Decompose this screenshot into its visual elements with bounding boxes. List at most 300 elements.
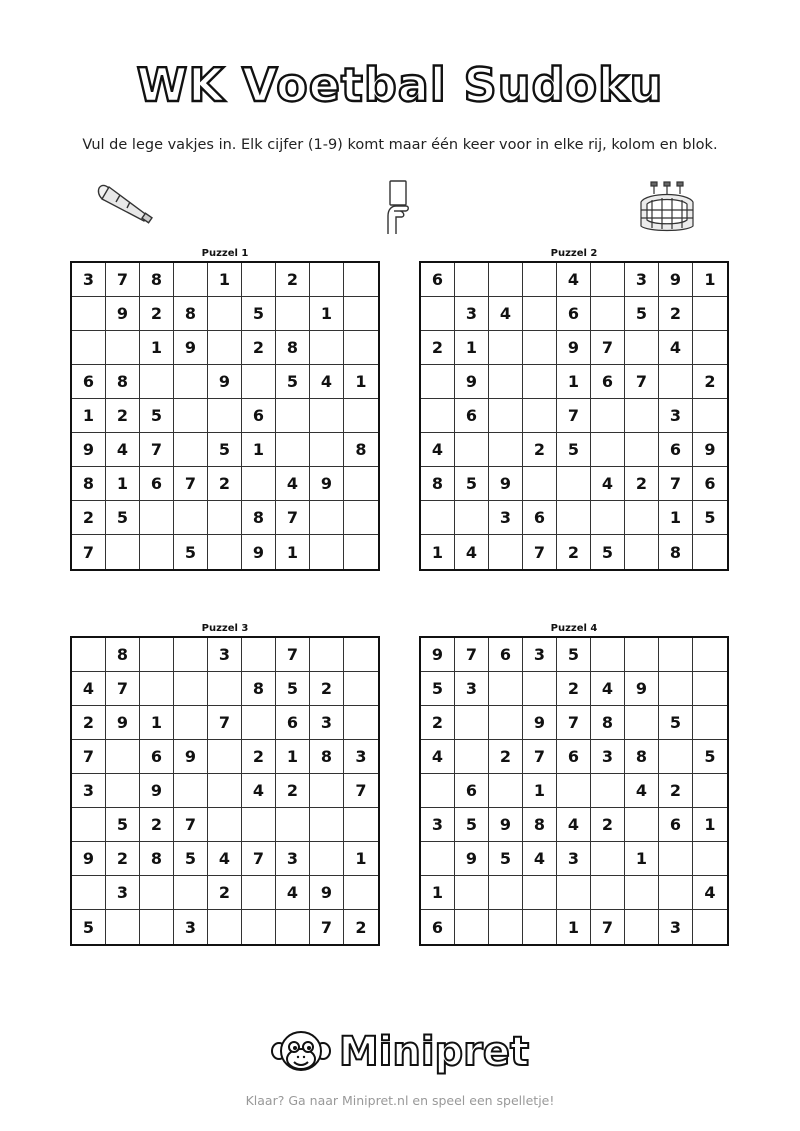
sudoku-cell[interactable]: 8: [242, 672, 276, 706]
sudoku-cell[interactable]: [208, 808, 242, 842]
sudoku-cell[interactable]: [140, 638, 174, 672]
sudoku-cell[interactable]: 7: [591, 331, 625, 365]
sudoku-cell[interactable]: [693, 910, 727, 944]
sudoku-cell[interactable]: [557, 774, 591, 808]
sudoku-cell[interactable]: 2: [659, 297, 693, 331]
sudoku-cell[interactable]: [455, 876, 489, 910]
sudoku-cell[interactable]: 2: [242, 331, 276, 365]
sudoku-cell[interactable]: 6: [489, 638, 523, 672]
sudoku-cell[interactable]: 8: [174, 297, 208, 331]
sudoku-cell[interactable]: [174, 365, 208, 399]
sudoku-cell[interactable]: [276, 297, 310, 331]
sudoku-cell[interactable]: [310, 399, 344, 433]
sudoku-cell[interactable]: 1: [421, 876, 455, 910]
sudoku-cell[interactable]: 9: [72, 842, 106, 876]
sudoku-cell[interactable]: [344, 808, 378, 842]
sudoku-cell[interactable]: 8: [625, 740, 659, 774]
sudoku-cell[interactable]: [174, 433, 208, 467]
sudoku-cell[interactable]: 4: [557, 808, 591, 842]
sudoku-cell[interactable]: [523, 365, 557, 399]
sudoku-cell[interactable]: [591, 638, 625, 672]
sudoku-cell[interactable]: [489, 774, 523, 808]
sudoku-cell[interactable]: 2: [242, 740, 276, 774]
sudoku-cell[interactable]: [208, 910, 242, 944]
sudoku-cell[interactable]: [72, 297, 106, 331]
sudoku-cell[interactable]: [693, 672, 727, 706]
sudoku-cell[interactable]: 9: [489, 467, 523, 501]
sudoku-cell[interactable]: 9: [174, 331, 208, 365]
sudoku-cell[interactable]: 4: [208, 842, 242, 876]
sudoku-cell[interactable]: 9: [693, 433, 727, 467]
sudoku-cell[interactable]: [557, 501, 591, 535]
sudoku-cell[interactable]: [523, 910, 557, 944]
sudoku-cell[interactable]: [489, 331, 523, 365]
sudoku-cell[interactable]: [693, 706, 727, 740]
sudoku-cell[interactable]: [455, 706, 489, 740]
sudoku-cell[interactable]: [242, 365, 276, 399]
sudoku-cell[interactable]: 8: [242, 501, 276, 535]
sudoku-cell[interactable]: 3: [276, 842, 310, 876]
sudoku-cell[interactable]: [208, 672, 242, 706]
sudoku-cell[interactable]: [625, 706, 659, 740]
sudoku-cell[interactable]: 8: [344, 433, 378, 467]
sudoku-cell[interactable]: 7: [523, 740, 557, 774]
sudoku-cell[interactable]: 1: [140, 706, 174, 740]
sudoku-cell[interactable]: [421, 774, 455, 808]
sudoku-cell[interactable]: [208, 740, 242, 774]
sudoku-cell[interactable]: 2: [355, 917, 367, 937]
sudoku-cell[interactable]: [106, 740, 140, 774]
sudoku-cell[interactable]: 9: [106, 706, 140, 740]
sudoku-cell[interactable]: [489, 672, 523, 706]
sudoku-cell[interactable]: [276, 910, 310, 944]
sudoku-cell[interactable]: 1: [276, 740, 310, 774]
sudoku-cell[interactable]: [208, 535, 242, 569]
sudoku-cell[interactable]: 2: [591, 808, 625, 842]
sudoku-cell[interactable]: [659, 638, 693, 672]
sudoku-cell[interactable]: [693, 638, 727, 672]
sudoku-cell[interactable]: 2: [208, 467, 242, 501]
sudoku-cell[interactable]: 9: [242, 535, 276, 569]
sudoku-cell[interactable]: [344, 535, 378, 569]
sudoku-cell[interactable]: 5: [106, 808, 140, 842]
sudoku-cell[interactable]: 9: [625, 672, 659, 706]
sudoku-cell[interactable]: 4: [72, 672, 106, 706]
sudoku-cell[interactable]: 3: [625, 263, 659, 297]
sudoku-cell[interactable]: 6: [72, 365, 106, 399]
sudoku-cell[interactable]: 2: [106, 399, 140, 433]
sudoku-cell[interactable]: [659, 365, 693, 399]
sudoku-cell[interactable]: [174, 399, 208, 433]
sudoku-cell[interactable]: 2: [421, 331, 455, 365]
sudoku-cell[interactable]: 1: [344, 842, 378, 876]
sudoku-cell[interactable]: 3: [174, 910, 208, 944]
sudoku-cell[interactable]: 6: [421, 910, 455, 944]
sudoku-cell[interactable]: 1: [208, 263, 242, 297]
sudoku-cell[interactable]: 4: [242, 774, 276, 808]
sudoku-cell[interactable]: 7: [72, 535, 106, 569]
sudoku-cell[interactable]: 3: [106, 876, 140, 910]
sudoku-cell[interactable]: [174, 672, 208, 706]
sudoku-cell[interactable]: 4: [591, 672, 625, 706]
sudoku-cell[interactable]: 1: [276, 535, 310, 569]
sudoku-cell[interactable]: 7: [242, 842, 276, 876]
sudoku-cell[interactable]: [591, 876, 625, 910]
sudoku-cell[interactable]: [693, 331, 727, 365]
sudoku-cell[interactable]: 3: [557, 842, 591, 876]
sudoku-cell[interactable]: 1: [344, 365, 378, 399]
sudoku-cell[interactable]: [344, 331, 378, 365]
sudoku-cell[interactable]: 6: [276, 706, 310, 740]
sudoku-cell[interactable]: 6: [523, 501, 557, 535]
sudoku-cell[interactable]: [344, 876, 378, 910]
sudoku-cell[interactable]: [659, 842, 693, 876]
sudoku-cell[interactable]: 7: [140, 433, 174, 467]
sudoku-cell[interactable]: 9: [310, 876, 344, 910]
sudoku-cell[interactable]: 1: [523, 774, 557, 808]
sudoku-cell[interactable]: [310, 331, 344, 365]
sudoku-cell[interactable]: 9: [455, 365, 489, 399]
sudoku-cell[interactable]: 5: [421, 672, 455, 706]
sudoku-cell[interactable]: [625, 399, 659, 433]
sudoku-cell[interactable]: [174, 706, 208, 740]
sudoku-cell[interactable]: 1: [421, 535, 455, 569]
sudoku-cell[interactable]: 7: [106, 263, 140, 297]
sudoku-cell[interactable]: 1: [693, 808, 727, 842]
sudoku-cell[interactable]: 3: [208, 638, 242, 672]
sudoku-cell[interactable]: [242, 808, 276, 842]
sudoku-cell[interactable]: 4: [659, 331, 693, 365]
sudoku-cell[interactable]: 1: [557, 365, 591, 399]
sudoku-cell[interactable]: [310, 638, 344, 672]
sudoku-cell[interactable]: [523, 331, 557, 365]
sudoku-cell[interactable]: 4: [523, 842, 557, 876]
sudoku-cell[interactable]: 8: [106, 365, 140, 399]
sudoku-cell[interactable]: 4: [557, 263, 591, 297]
sudoku-cell[interactable]: [489, 399, 523, 433]
sudoku-cell[interactable]: 5: [557, 433, 591, 467]
sudoku-cell[interactable]: [242, 263, 276, 297]
sudoku-cell[interactable]: 6: [455, 399, 489, 433]
sudoku-cell[interactable]: 3: [310, 706, 344, 740]
sudoku-cell[interactable]: [523, 876, 557, 910]
sudoku-cell[interactable]: 4: [421, 433, 455, 467]
sudoku-cell[interactable]: [523, 263, 557, 297]
sudoku-cell[interactable]: 3: [421, 808, 455, 842]
sudoku-cell[interactable]: 7: [455, 638, 489, 672]
sudoku-cell[interactable]: [242, 467, 276, 501]
sudoku-cell[interactable]: 2: [489, 740, 523, 774]
sudoku-cell[interactable]: 8: [140, 842, 174, 876]
sudoku-cell[interactable]: 3: [659, 399, 693, 433]
sudoku-cell[interactable]: [72, 331, 106, 365]
sudoku-cell[interactable]: 6: [591, 365, 625, 399]
sudoku-cell[interactable]: 1: [557, 910, 591, 944]
sudoku-cell[interactable]: [591, 501, 625, 535]
sudoku-cell[interactable]: 7: [208, 706, 242, 740]
sudoku-cell[interactable]: [140, 535, 174, 569]
sudoku-cell[interactable]: 2: [557, 672, 591, 706]
sudoku-cell[interactable]: 9: [659, 263, 693, 297]
sudoku-cell[interactable]: 6: [557, 297, 591, 331]
sudoku-cell[interactable]: [523, 672, 557, 706]
sudoku-cell[interactable]: [242, 876, 276, 910]
sudoku-cell[interactable]: [523, 399, 557, 433]
sudoku-cell[interactable]: 7: [557, 399, 591, 433]
sudoku-cell[interactable]: 6: [140, 740, 174, 774]
sudoku-cell[interactable]: [310, 263, 344, 297]
sudoku-cell[interactable]: [344, 706, 378, 740]
sudoku-cell[interactable]: 9: [523, 706, 557, 740]
sudoku-cell[interactable]: 2: [140, 808, 174, 842]
sudoku-cell[interactable]: 9: [106, 297, 140, 331]
sudoku-cell[interactable]: 8: [140, 263, 174, 297]
sudoku-cell[interactable]: 2: [276, 774, 310, 808]
sudoku-cell[interactable]: [72, 638, 106, 672]
sudoku-cell[interactable]: [421, 297, 455, 331]
sudoku-cell[interactable]: [591, 774, 625, 808]
sudoku-cell[interactable]: 7: [557, 706, 591, 740]
sudoku-cell[interactable]: [591, 433, 625, 467]
sudoku-cell[interactable]: 5: [693, 740, 727, 774]
sudoku-cell[interactable]: [208, 399, 242, 433]
sudoku-cell[interactable]: 4: [625, 774, 659, 808]
sudoku-cell[interactable]: 5: [591, 535, 625, 569]
sudoku-cell[interactable]: 9: [455, 842, 489, 876]
sudoku-cell[interactable]: 4: [106, 433, 140, 467]
sudoku-cell[interactable]: 6: [659, 433, 693, 467]
sudoku-cell[interactable]: [140, 501, 174, 535]
sudoku-cell[interactable]: 3: [489, 501, 523, 535]
sudoku-cell[interactable]: 3: [455, 297, 489, 331]
sudoku-cell[interactable]: [489, 706, 523, 740]
sudoku-cell[interactable]: [625, 638, 659, 672]
sudoku-cell[interactable]: 3: [523, 638, 557, 672]
sudoku-cell[interactable]: 5: [72, 910, 106, 944]
sudoku-cell[interactable]: 4: [693, 876, 727, 910]
sudoku-cell[interactable]: [208, 501, 242, 535]
sudoku-cell[interactable]: 3: [659, 910, 693, 944]
sudoku-cell[interactable]: 8: [421, 467, 455, 501]
sudoku-cell[interactable]: [557, 467, 591, 501]
sudoku-cell[interactable]: 7: [276, 638, 310, 672]
sudoku-cell[interactable]: [659, 876, 693, 910]
sudoku-cell[interactable]: 8: [276, 331, 310, 365]
sudoku-cell[interactable]: [489, 535, 523, 569]
sudoku-cell[interactable]: 3: [72, 774, 106, 808]
sudoku-cell[interactable]: 5: [455, 467, 489, 501]
sudoku-cell[interactable]: 5: [625, 297, 659, 331]
sudoku-cell[interactable]: [625, 433, 659, 467]
sudoku-cell[interactable]: 9: [208, 365, 242, 399]
sudoku-cell[interactable]: [659, 672, 693, 706]
sudoku-cell[interactable]: 3: [455, 672, 489, 706]
sudoku-cell[interactable]: 2: [72, 706, 106, 740]
sudoku-cell[interactable]: 6: [140, 467, 174, 501]
sudoku-cell[interactable]: [344, 297, 378, 331]
sudoku-cell[interactable]: [591, 297, 625, 331]
sudoku-cell[interactable]: 2: [421, 706, 455, 740]
sudoku-cell[interactable]: [106, 331, 140, 365]
sudoku-cell[interactable]: [174, 774, 208, 808]
sudoku-cell[interactable]: 5: [659, 706, 693, 740]
sudoku-cell[interactable]: 5: [174, 842, 208, 876]
sudoku-cell[interactable]: [455, 433, 489, 467]
sudoku-cell[interactable]: 1: [659, 501, 693, 535]
sudoku-cell[interactable]: [455, 740, 489, 774]
sudoku-cell[interactable]: 6: [242, 399, 276, 433]
sudoku-cell[interactable]: 5: [174, 535, 208, 569]
sudoku-cell[interactable]: 5: [489, 842, 523, 876]
sudoku-cell[interactable]: 4: [421, 740, 455, 774]
sudoku-cell[interactable]: 7: [523, 535, 557, 569]
sudoku-cell[interactable]: [208, 331, 242, 365]
sudoku-cell[interactable]: [140, 672, 174, 706]
sudoku-cell[interactable]: [625, 331, 659, 365]
sudoku-cell[interactable]: [693, 774, 727, 808]
sudoku-cell[interactable]: [276, 433, 310, 467]
sudoku-cell[interactable]: [421, 501, 455, 535]
sudoku-cell[interactable]: [106, 910, 140, 944]
sudoku-cell[interactable]: [591, 842, 625, 876]
sudoku-cell[interactable]: [140, 876, 174, 910]
sudoku-cell[interactable]: 7: [344, 774, 378, 808]
sudoku-cell[interactable]: [140, 910, 174, 944]
sudoku-cell[interactable]: 5: [276, 672, 310, 706]
sudoku-cell[interactable]: 5: [242, 297, 276, 331]
sudoku-cell[interactable]: [276, 808, 310, 842]
sudoku-cell[interactable]: 3: [344, 740, 378, 774]
sudoku-cell[interactable]: 1: [455, 331, 489, 365]
sudoku-cell[interactable]: 4: [489, 297, 523, 331]
sudoku-cell[interactable]: 1: [310, 297, 344, 331]
sudoku-cell[interactable]: 9: [421, 638, 455, 672]
sudoku-cell[interactable]: [208, 297, 242, 331]
sudoku-cell[interactable]: [344, 467, 378, 501]
sudoku-cell[interactable]: [310, 535, 344, 569]
sudoku-cell[interactable]: 7: [591, 910, 625, 944]
sudoku-cell[interactable]: [310, 501, 344, 535]
sudoku-cell[interactable]: [591, 263, 625, 297]
sudoku-cell[interactable]: [106, 774, 140, 808]
sudoku-cell[interactable]: 2: [523, 433, 557, 467]
sudoku-cell[interactable]: 5: [455, 808, 489, 842]
sudoku-cell[interactable]: [310, 433, 344, 467]
sudoku-cell[interactable]: [242, 910, 276, 944]
sudoku-cell[interactable]: [625, 808, 659, 842]
sudoku-cell[interactable]: 1: [693, 263, 727, 297]
sudoku-cell[interactable]: 7: [72, 740, 106, 774]
sudoku-cell[interactable]: 6: [421, 263, 455, 297]
sudoku-cell[interactable]: 2: [140, 297, 174, 331]
sudoku-cell[interactable]: 1: [242, 433, 276, 467]
sudoku-cell[interactable]: [625, 501, 659, 535]
sudoku-cell[interactable]: 5: [208, 433, 242, 467]
sudoku-cell[interactable]: [421, 842, 455, 876]
sudoku-cell[interactable]: 7: [625, 365, 659, 399]
sudoku-cell[interactable]: 2: [276, 263, 310, 297]
sudoku-cell[interactable]: 2: [625, 467, 659, 501]
sudoku-cell[interactable]: 4: [591, 467, 625, 501]
sudoku-cell[interactable]: 8: [310, 740, 344, 774]
sudoku-cell[interactable]: [693, 842, 727, 876]
sudoku-cell[interactable]: [489, 910, 523, 944]
sudoku-cell[interactable]: [421, 399, 455, 433]
sudoku-cell[interactable]: 8: [523, 808, 557, 842]
sudoku-cell[interactable]: 4: [310, 365, 344, 399]
sudoku-cell[interactable]: [625, 910, 659, 944]
sudoku-cell[interactable]: 5: [106, 501, 140, 535]
sudoku-cell[interactable]: 2: [659, 774, 693, 808]
sudoku-cell[interactable]: [455, 263, 489, 297]
sudoku-cell[interactable]: [344, 638, 378, 672]
sudoku-cell[interactable]: [344, 501, 378, 535]
sudoku-cell[interactable]: [310, 774, 344, 808]
sudoku-cell[interactable]: 5: [140, 399, 174, 433]
sudoku-cell[interactable]: [489, 365, 523, 399]
sudoku-cell[interactable]: 1: [140, 331, 174, 365]
sudoku-cell[interactable]: [276, 399, 310, 433]
sudoku-cell[interactable]: [557, 876, 591, 910]
sudoku-cell[interactable]: 2: [310, 672, 344, 706]
sudoku-cell[interactable]: [421, 365, 455, 399]
sudoku-cell[interactable]: [106, 535, 140, 569]
sudoku-cell[interactable]: 7: [174, 808, 208, 842]
sudoku-cell[interactable]: [591, 399, 625, 433]
sudoku-cell[interactable]: 5: [693, 501, 727, 535]
sudoku-cell[interactable]: 1: [625, 842, 659, 876]
sudoku-cell[interactable]: [174, 876, 208, 910]
sudoku-cell[interactable]: [693, 399, 727, 433]
sudoku-cell[interactable]: [310, 808, 344, 842]
sudoku-cell[interactable]: [140, 365, 174, 399]
sudoku-cell[interactable]: 8: [72, 467, 106, 501]
sudoku-cell[interactable]: [310, 842, 344, 876]
sudoku-cell[interactable]: 9: [310, 467, 344, 501]
sudoku-cell[interactable]: [208, 774, 242, 808]
sudoku-cell[interactable]: [174, 638, 208, 672]
sudoku-cell[interactable]: 6: [659, 808, 693, 842]
sudoku-cell[interactable]: 9: [557, 331, 591, 365]
sudoku-cell[interactable]: 8: [591, 706, 625, 740]
sudoku-cell[interactable]: 8: [106, 638, 140, 672]
sudoku-cell[interactable]: 9: [489, 808, 523, 842]
sudoku-cell[interactable]: [72, 876, 106, 910]
sudoku-cell[interactable]: 7: [659, 467, 693, 501]
sudoku-cell[interactable]: 9: [140, 774, 174, 808]
sudoku-cell[interactable]: 2: [557, 535, 591, 569]
sudoku-cell[interactable]: 6: [693, 467, 727, 501]
sudoku-cell[interactable]: [174, 501, 208, 535]
sudoku-cell[interactable]: [344, 263, 378, 297]
sudoku-cell[interactable]: [489, 263, 523, 297]
sudoku-cell[interactable]: [693, 297, 727, 331]
sudoku-cell[interactable]: [489, 876, 523, 910]
sudoku-cell[interactable]: [523, 467, 557, 501]
sudoku-cell[interactable]: [489, 433, 523, 467]
sudoku-cell[interactable]: [455, 501, 489, 535]
sudoku-cell[interactable]: [242, 638, 276, 672]
sudoku-cell[interactable]: 5: [557, 638, 591, 672]
sudoku-cell[interactable]: [174, 263, 208, 297]
sudoku-cell[interactable]: [625, 876, 659, 910]
sudoku-cell[interactable]: 5: [276, 365, 310, 399]
sudoku-cell[interactable]: 7: [106, 672, 140, 706]
sudoku-cell[interactable]: 2: [72, 501, 106, 535]
sudoku-cell[interactable]: [659, 740, 693, 774]
sudoku-cell[interactable]: 2: [693, 365, 727, 399]
sudoku-cell[interactable]: [344, 672, 378, 706]
